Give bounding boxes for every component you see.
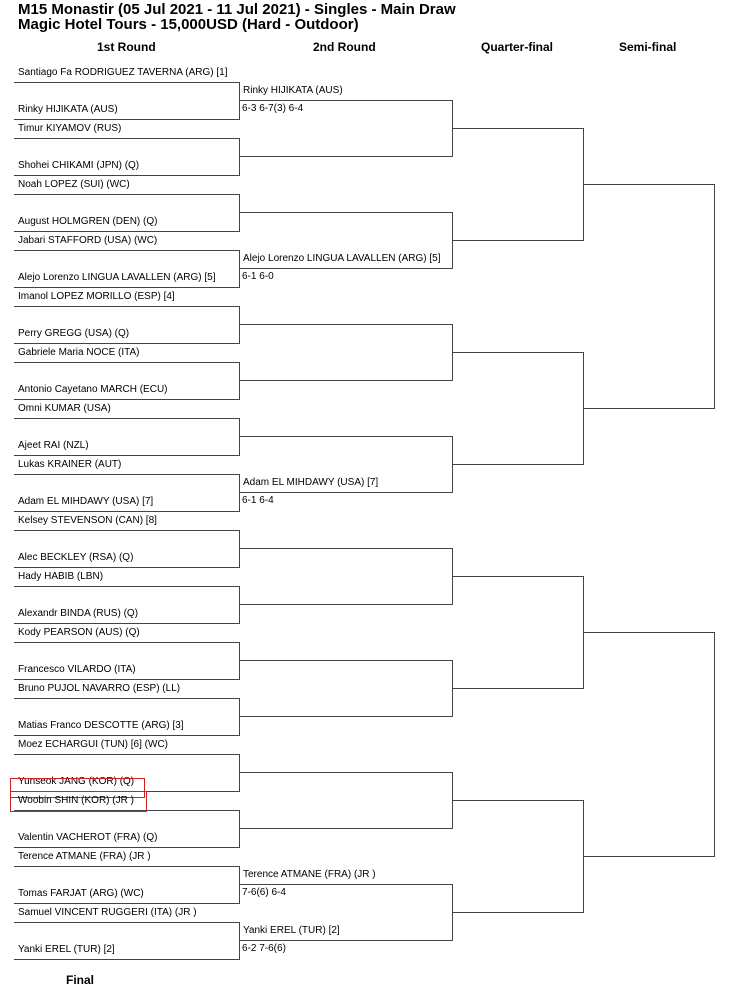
bracket-connector — [239, 138, 240, 176]
player-name: Moez ECHARGUI (TUN) [6] (WC) — [18, 739, 168, 750]
bracket-line — [239, 828, 452, 829]
player-name: Adam EL MIHDAWY (USA) [7] — [18, 496, 154, 507]
bracket-line — [14, 903, 240, 904]
player-name: Yunseok JANG (KOR) (Q) — [18, 776, 135, 787]
bracket-line — [239, 716, 452, 717]
page-title: M15 Monastir (05 Jul 2021 - 11 Jul 2021) - Singles - Main Draw — [18, 1, 456, 18]
bracket-connector — [239, 642, 240, 680]
bracket-line — [14, 194, 239, 195]
bracket-line — [14, 119, 240, 120]
bracket-line — [239, 100, 452, 101]
player-name: Kelsey STEVENSON (CAN) [8] — [18, 515, 157, 526]
winner-name: Alejo Lorenzo LINGUA LAVALLEN (ARG) [5] — [243, 253, 441, 264]
bracket-line — [452, 128, 583, 129]
bracket-line — [239, 212, 452, 213]
bracket-line — [239, 492, 452, 493]
bracket-line — [14, 138, 239, 139]
player-name: Woobin SHIN (KOR) (JR ) — [18, 795, 134, 806]
match-score: 6-1 6-0 — [242, 271, 274, 282]
page-subtitle: Magic Hotel Tours - 15,000USD (Hard - Outdoor) — [18, 16, 359, 33]
bracket-connector — [239, 754, 240, 792]
player-name: Ajeet RAI (NZL) — [18, 440, 89, 451]
bracket-line — [239, 324, 452, 325]
bracket-line — [239, 604, 452, 605]
bracket-connector — [239, 922, 240, 960]
player-name: Francesco VILARDO (ITA) — [18, 664, 136, 675]
player-name: Valentin VACHEROT (FRA) (Q) — [18, 832, 158, 843]
player-name: Perry GREGG (USA) (Q) — [18, 328, 130, 339]
bracket-line — [14, 679, 240, 680]
player-name: Matias Franco DESCOTTE (ARG) [3] — [18, 720, 184, 731]
player-name: Imanol LOPEZ MORILLO (ESP) [4] — [18, 291, 175, 302]
bracket-line — [239, 772, 452, 773]
bracket-line — [452, 576, 583, 577]
winner-name: Rinky HIJIKATA (AUS) — [243, 85, 343, 96]
bracket-line — [14, 698, 239, 699]
bracket-line — [239, 940, 452, 941]
match-score: 7-6(6) 6-4 — [242, 887, 286, 898]
bracket-connector — [239, 362, 240, 400]
player-name: August HOLMGREN (DEN) (Q) — [18, 216, 158, 227]
bracket-line — [14, 231, 240, 232]
player-name: Hady HABIB (LBN) — [18, 571, 104, 582]
bracket-line — [14, 642, 239, 643]
bracket-line — [583, 408, 714, 409]
player-name: Gabriele Maria NOCE (ITA) — [18, 347, 140, 358]
player-name: Alejo Lorenzo LINGUA LAVALLEN (ARG) [5] — [18, 272, 216, 283]
player-name: Kody PEARSON (AUS) (Q) — [18, 627, 140, 638]
bracket-line — [452, 912, 583, 913]
bracket-line — [583, 184, 714, 185]
bracket-line — [583, 856, 714, 857]
bracket-connector — [239, 418, 240, 456]
player-name: Terence ATMANE (FRA) (JR ) — [18, 851, 151, 862]
winner-name: Terence ATMANE (FRA) (JR ) — [243, 869, 376, 880]
final-label: Final — [66, 973, 95, 987]
bracket-line — [239, 268, 452, 269]
winner-name: Yanki EREL (TUR) [2] — [243, 925, 340, 936]
bracket-connector — [239, 698, 240, 736]
bracket-line — [14, 175, 240, 176]
player-name: Rinky HIJIKATA (AUS) — [18, 104, 118, 115]
bracket-line — [14, 399, 240, 400]
bracket-connector — [239, 586, 240, 624]
bracket-line — [14, 735, 240, 736]
bracket-connector — [239, 82, 240, 120]
bracket-line — [14, 567, 240, 568]
bracket-line — [239, 548, 452, 549]
bracket-line — [14, 922, 239, 923]
bracket-line — [14, 343, 240, 344]
match-score: 6-2 7-6(6) — [242, 943, 286, 954]
bracket-connector — [239, 250, 240, 288]
bracket-line — [14, 250, 239, 251]
bracket-line — [14, 287, 240, 288]
bracket-line — [14, 623, 240, 624]
bracket-line — [452, 464, 583, 465]
bracket-connector — [239, 810, 240, 848]
bracket-connector — [239, 474, 240, 512]
bracket-line — [239, 380, 452, 381]
player-name: Shohei CHIKAMI (JPN) (Q) — [18, 160, 140, 171]
bracket-line — [14, 474, 239, 475]
bracket-line — [452, 800, 583, 801]
bracket-connector — [239, 306, 240, 344]
player-name: Yanki EREL (TUR) [2] — [18, 944, 115, 955]
match-score: 6-3 6-7(3) 6-4 — [242, 103, 304, 114]
bracket-line — [14, 530, 239, 531]
bracket-line — [452, 352, 583, 353]
bracket-line — [583, 632, 714, 633]
bracket-line — [14, 362, 239, 363]
round-header-2: 2nd Round — [313, 40, 376, 54]
round-header-4: Semi-final — [619, 40, 677, 54]
player-name: Timur KIYAMOV (RUS) — [18, 123, 122, 134]
bracket-connector — [239, 530, 240, 568]
player-name: Bruno PUJOL NAVARRO (ESP) (LL) — [18, 683, 181, 694]
bracket-line — [14, 586, 239, 587]
bracket-line — [14, 306, 239, 307]
winner-name: Adam EL MIHDAWY (USA) [7] — [243, 477, 379, 488]
bracket-line — [14, 754, 239, 755]
player-name: Omni KUMAR (USA) — [18, 403, 111, 414]
bracket-line — [14, 847, 240, 848]
player-name: Alexandr BINDA (RUS) (Q) — [18, 608, 139, 619]
player-name: Alec BECKLEY (RSA) (Q) — [18, 552, 134, 563]
bracket-line — [14, 959, 240, 960]
player-name: Tomas FARJAT (ARG) (WC) — [18, 888, 144, 899]
bracket-connector — [239, 866, 240, 904]
bracket-line — [14, 511, 240, 512]
bracket-line — [14, 82, 239, 83]
bracket-connector — [714, 184, 715, 409]
round-header-3: Quarter-final — [481, 40, 554, 54]
bracket-line — [239, 884, 452, 885]
bracket-line — [239, 156, 452, 157]
player-name: Antonio Cayetano MARCH (ECU) — [18, 384, 168, 395]
player-name: Samuel VINCENT RUGGERI (ITA) (JR ) — [18, 907, 197, 918]
round-header-1: 1st Round — [97, 40, 156, 54]
highlight-box — [10, 791, 147, 812]
match-score: 6-1 6-4 — [242, 495, 274, 506]
bracket-line — [452, 240, 583, 241]
bracket-line — [452, 688, 583, 689]
player-name: Lukas KRAINER (AUT) — [18, 459, 122, 470]
bracket-connector — [714, 632, 715, 857]
bracket-line — [14, 866, 239, 867]
bracket-line — [14, 418, 239, 419]
bracket-line — [14, 455, 240, 456]
player-name: Santiago Fa RODRIGUEZ TAVERNA (ARG) [1] — [18, 67, 228, 78]
bracket-line — [239, 436, 452, 437]
player-name: Jabari STAFFORD (USA) (WC) — [18, 235, 158, 246]
player-name: Noah LOPEZ (SUI) (WC) — [18, 179, 130, 190]
bracket-connector — [239, 194, 240, 232]
bracket-line — [239, 660, 452, 661]
